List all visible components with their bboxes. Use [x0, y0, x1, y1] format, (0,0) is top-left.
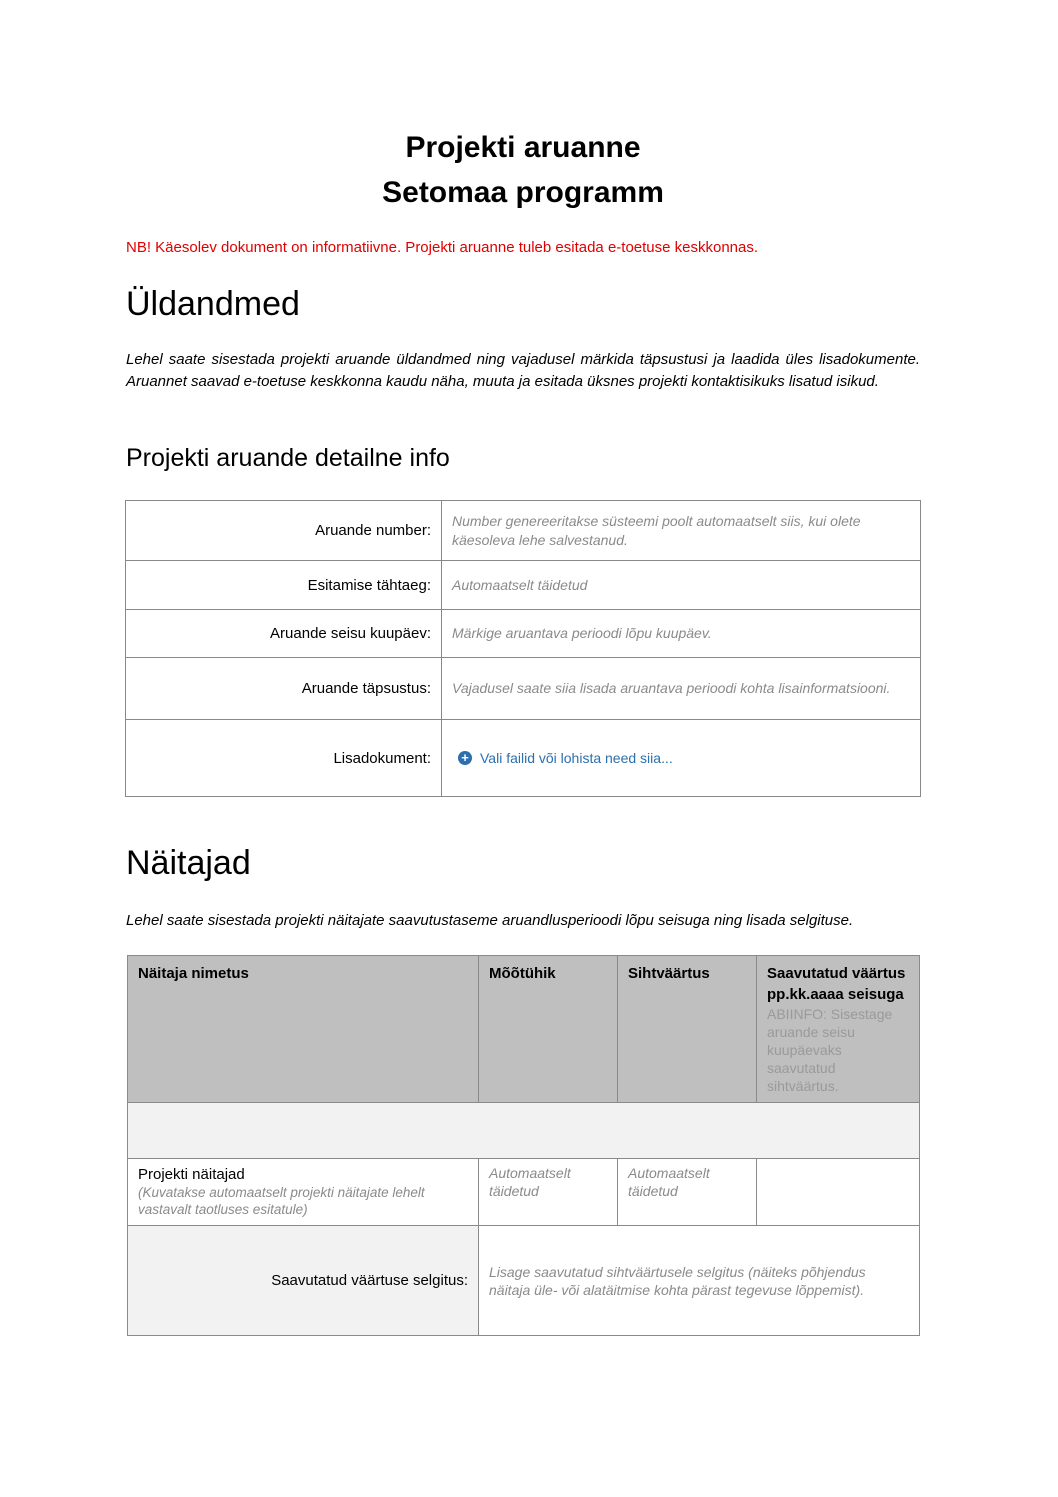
target-cell: Automaatselt täidetud	[618, 1159, 757, 1226]
details-label: Esitamise tähtaeg:	[126, 561, 442, 610]
column-hint: ABIINFO: Sisestage aruande seisu kuupäevaks saavutatud sihtväärtus.	[767, 1006, 893, 1094]
indicators-intro: Lehel saate sisestada projekti näitajate saavutustaseme aruandlusperioodi lõpu seisuga ning lisada selgituse.	[126, 912, 854, 929]
details-label: Lisadokument:	[126, 720, 442, 797]
details-value[interactable]: Vajadusel saate siia lisada aruantava perioodi kohta lisainformatsiooni.	[442, 658, 921, 720]
details-label: Aruande number:	[126, 501, 442, 561]
notice-text: NB! Käesolev dokument on informatiivne. Projekti aruanne tuleb esitada e-toetuse keskkonnas.	[126, 239, 759, 256]
indicators-header-row	[128, 956, 920, 1103]
details-value[interactable]: Number genereeritakse süsteemi poolt automaatselt siis, kui olete käesoleva lehe salvestanud.	[442, 501, 921, 561]
explanation-row	[128, 1226, 920, 1336]
section-heading-indicators: Näitajad	[126, 844, 251, 882]
indicators-spacer-row	[128, 1103, 920, 1159]
details-row	[126, 610, 921, 658]
details-row	[126, 720, 921, 797]
column-header: Mõõtühik	[479, 956, 618, 1103]
upload-label: Vali failid või lohista need siia...	[480, 749, 673, 766]
details-label: Aruande seisu kuupäev:	[126, 610, 442, 658]
plus-circle-icon: +	[458, 751, 472, 765]
explanation-label: Saavutatud väärtuse selgitus:	[128, 1226, 479, 1336]
column-header: Saavutatud väärtus pp.kk.aaaa seisuga	[767, 965, 906, 1003]
details-label: Aruande täpsustus:	[126, 658, 442, 720]
document-subtitle: Setomaa programm	[382, 176, 664, 209]
details-row	[126, 658, 921, 720]
upload-files-button[interactable]	[458, 749, 673, 768]
explanation-input[interactable]: Lisage saavutatud sihtväärtusele selgitus (näiteks põhjendus näitaja üle- või alatäitmise kohta pärast tegevuse lõppemist).	[479, 1226, 920, 1336]
details-row	[126, 501, 921, 561]
upload-cell	[442, 720, 921, 797]
indicator-note: (Kuvatakse automaatselt projekti näitajate lehelt vastavalt taotluses esitatule)	[138, 1185, 425, 1217]
column-header: Sihtväärtus	[618, 956, 757, 1103]
column-header-achieved	[757, 956, 920, 1103]
unit-cell: Automaatselt täidetud	[479, 1159, 618, 1226]
indicator-name-cell	[128, 1159, 479, 1226]
indicators-table	[127, 955, 920, 1336]
details-heading: Projekti aruande detailne info	[126, 444, 450, 472]
details-table	[125, 500, 921, 797]
details-value[interactable]: Märkige aruantava perioodi lõpu kuupäev.	[442, 610, 921, 658]
grey-row	[128, 1103, 920, 1159]
general-intro: Lehel saate sisestada projekti aruande üldandmed ning vajadusel märkida täpsustusi ja laadida üles lisadokumente. Aruannet saavad e-toetuse keskkonna kaudu näha, muuta ja esitada üksnes projekti kontaktisikuks lisatud isikud.	[126, 351, 920, 390]
document-title: Projekti aruanne	[405, 131, 641, 164]
indicator-row	[128, 1159, 920, 1226]
details-row	[126, 561, 921, 610]
achieved-value-input[interactable]	[757, 1159, 920, 1226]
details-value: Automaatselt täidetud	[442, 561, 921, 610]
column-header: Näitaja nimetus	[128, 956, 479, 1103]
indicator-name: Projekti näitajad	[138, 1166, 245, 1183]
section-heading-general: Üldandmed	[126, 285, 300, 323]
